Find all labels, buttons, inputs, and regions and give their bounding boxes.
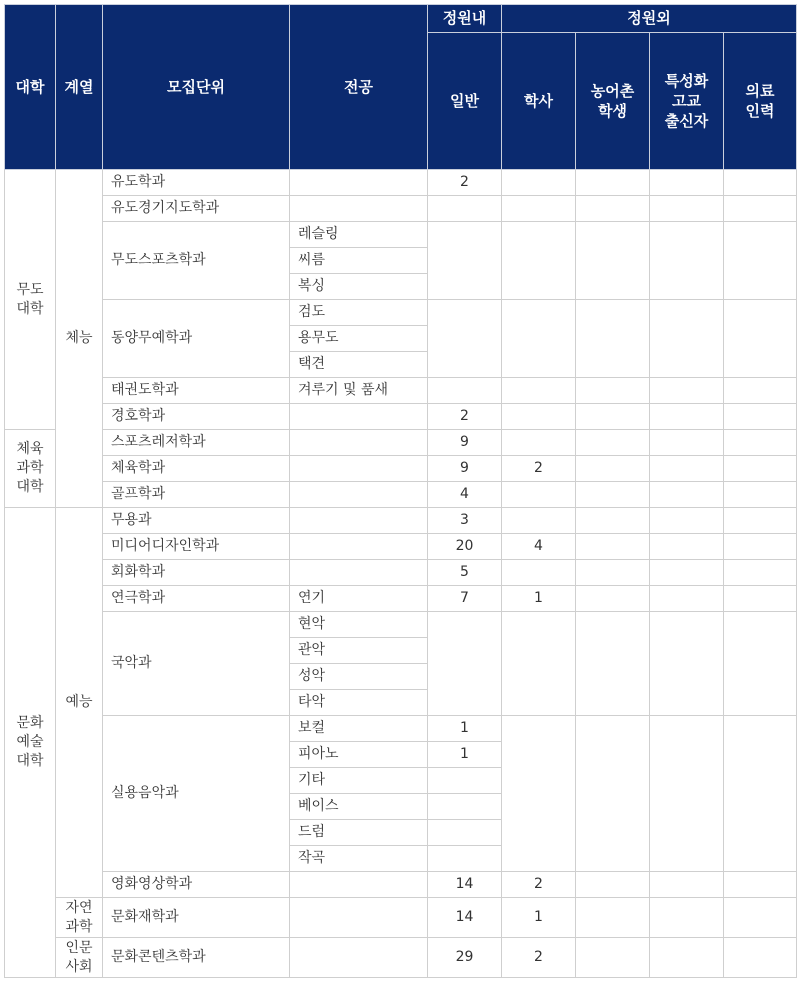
scholar-cell	[502, 560, 576, 586]
major-cell: 성악	[290, 664, 428, 690]
unit-cell: 연극학과	[103, 586, 290, 612]
medical-cell	[724, 456, 797, 482]
medical-cell	[724, 430, 797, 456]
major-cell: 씨름	[290, 248, 428, 274]
rural-cell	[576, 404, 650, 430]
major-cell: 연기	[290, 586, 428, 612]
special-cell	[650, 456, 724, 482]
medical-cell	[724, 300, 797, 378]
major-cell	[290, 872, 428, 898]
general-cell: 9	[428, 430, 502, 456]
medical-cell	[724, 938, 797, 978]
medical-cell	[724, 586, 797, 612]
general-cell: 29	[428, 938, 502, 978]
special-cell	[650, 612, 724, 716]
header-general: 일반	[428, 33, 502, 170]
unit-cell: 체육학과	[103, 456, 290, 482]
major-cell: 작곡	[290, 846, 428, 872]
header-within-quota: 정원내	[428, 5, 502, 33]
medical-cell	[724, 612, 797, 716]
special-cell	[650, 482, 724, 508]
rural-cell	[576, 938, 650, 978]
header-rural: 농어촌 학생	[576, 33, 650, 170]
general-cell	[428, 222, 502, 300]
general-cell: 2	[428, 170, 502, 196]
major-cell	[290, 898, 428, 938]
general-cell: 20	[428, 534, 502, 560]
series-cell: 인문 사회	[56, 938, 103, 978]
unit-cell: 미디어디자인학과	[103, 534, 290, 560]
major-cell	[290, 508, 428, 534]
special-cell	[650, 196, 724, 222]
series-cell: 예능	[56, 508, 103, 898]
unit-cell: 골프학과	[103, 482, 290, 508]
unit-cell: 경호학과	[103, 404, 290, 430]
rural-cell	[576, 898, 650, 938]
special-cell	[650, 534, 724, 560]
medical-cell	[724, 508, 797, 534]
scholar-cell	[502, 612, 576, 716]
major-cell: 검도	[290, 300, 428, 326]
general-cell	[428, 846, 502, 872]
medical-cell	[724, 404, 797, 430]
major-cell: 복싱	[290, 274, 428, 300]
header-series: 계열	[56, 5, 103, 170]
medical-cell	[724, 872, 797, 898]
series-cell: 체능	[56, 170, 103, 508]
unit-cell: 문화콘텐츠학과	[103, 938, 290, 978]
major-cell	[290, 560, 428, 586]
major-cell: 베이스	[290, 794, 428, 820]
scholar-cell: 2	[502, 456, 576, 482]
medical-cell	[724, 196, 797, 222]
university-cell: 무도 대학	[5, 170, 56, 430]
unit-cell: 회화학과	[103, 560, 290, 586]
major-cell: 관악	[290, 638, 428, 664]
medical-cell	[724, 898, 797, 938]
unit-cell: 영화영상학과	[103, 872, 290, 898]
scholar-cell: 2	[502, 938, 576, 978]
scholar-cell: 1	[502, 898, 576, 938]
unit-cell: 국악과	[103, 612, 290, 716]
major-cell: 기타	[290, 768, 428, 794]
rural-cell	[576, 534, 650, 560]
scholar-cell	[502, 378, 576, 404]
special-cell	[650, 872, 724, 898]
unit-cell: 스포츠레저학과	[103, 430, 290, 456]
header-major: 전공	[290, 5, 428, 170]
special-cell	[650, 586, 724, 612]
rural-cell	[576, 456, 650, 482]
rural-cell	[576, 430, 650, 456]
rural-cell	[576, 300, 650, 378]
general-cell: 9	[428, 456, 502, 482]
medical-cell	[724, 170, 797, 196]
scholar-cell	[502, 196, 576, 222]
rural-cell	[576, 716, 650, 872]
header-scholar: 학사	[502, 33, 576, 170]
general-cell: 4	[428, 482, 502, 508]
scholar-cell	[502, 222, 576, 300]
unit-cell: 유도학과	[103, 170, 290, 196]
special-cell	[650, 430, 724, 456]
general-cell	[428, 820, 502, 846]
rural-cell	[576, 222, 650, 300]
major-cell: 레슬링	[290, 222, 428, 248]
major-cell	[290, 534, 428, 560]
scholar-cell	[502, 508, 576, 534]
header-medical: 의료 인력	[724, 33, 797, 170]
university-cell: 문화 예술 대학	[5, 508, 56, 978]
general-cell	[428, 768, 502, 794]
major-cell: 피아노	[290, 742, 428, 768]
special-cell	[650, 508, 724, 534]
major-cell	[290, 196, 428, 222]
rural-cell	[576, 586, 650, 612]
general-cell: 14	[428, 872, 502, 898]
general-cell	[428, 794, 502, 820]
rural-cell	[576, 170, 650, 196]
major-cell: 택견	[290, 352, 428, 378]
unit-cell: 동양무예학과	[103, 300, 290, 378]
series-cell: 자연 과학	[56, 898, 103, 938]
special-cell	[650, 938, 724, 978]
header-university: 대학	[5, 5, 56, 170]
unit-cell: 문화재학과	[103, 898, 290, 938]
scholar-cell: 1	[502, 586, 576, 612]
general-cell: 2	[428, 404, 502, 430]
medical-cell	[724, 560, 797, 586]
rural-cell	[576, 196, 650, 222]
rural-cell	[576, 872, 650, 898]
scholar-cell	[502, 170, 576, 196]
scholar-cell	[502, 716, 576, 872]
rural-cell	[576, 560, 650, 586]
major-cell: 용무도	[290, 326, 428, 352]
unit-cell: 유도경기지도학과	[103, 196, 290, 222]
unit-cell: 실용음악과	[103, 716, 290, 872]
rural-cell	[576, 612, 650, 716]
special-cell	[650, 222, 724, 300]
general-cell: 5	[428, 560, 502, 586]
general-cell	[428, 612, 502, 716]
unit-cell: 무도스포츠학과	[103, 222, 290, 300]
unit-cell: 태권도학과	[103, 378, 290, 404]
general-cell	[428, 196, 502, 222]
rural-cell	[576, 378, 650, 404]
scholar-cell	[502, 404, 576, 430]
header-beyond-quota: 정원외	[502, 5, 797, 33]
scholar-cell: 4	[502, 534, 576, 560]
general-cell: 1	[428, 716, 502, 742]
special-cell	[650, 560, 724, 586]
special-cell	[650, 898, 724, 938]
general-cell: 7	[428, 586, 502, 612]
special-cell	[650, 378, 724, 404]
rural-cell	[576, 508, 650, 534]
general-cell	[428, 378, 502, 404]
scholar-cell: 2	[502, 872, 576, 898]
medical-cell	[724, 378, 797, 404]
general-cell: 14	[428, 898, 502, 938]
major-cell	[290, 170, 428, 196]
rural-cell	[576, 482, 650, 508]
major-cell: 타악	[290, 690, 428, 716]
major-cell	[290, 482, 428, 508]
medical-cell	[724, 482, 797, 508]
general-cell	[428, 300, 502, 378]
header-unit: 모집단위	[103, 5, 290, 170]
special-cell	[650, 170, 724, 196]
major-cell	[290, 456, 428, 482]
major-cell: 겨루기 및 품새	[290, 378, 428, 404]
scholar-cell	[502, 430, 576, 456]
major-cell	[290, 404, 428, 430]
unit-cell: 무용과	[103, 508, 290, 534]
major-cell	[290, 430, 428, 456]
scholar-cell	[502, 300, 576, 378]
university-cell: 체육 과학 대학	[5, 430, 56, 508]
general-cell: 3	[428, 508, 502, 534]
major-cell: 드럼	[290, 820, 428, 846]
general-cell: 1	[428, 742, 502, 768]
special-cell	[650, 716, 724, 872]
admission-quota-table	[4, 4, 797, 978]
scholar-cell	[502, 482, 576, 508]
major-cell	[290, 938, 428, 978]
medical-cell	[724, 534, 797, 560]
major-cell: 보컬	[290, 716, 428, 742]
major-cell: 현악	[290, 612, 428, 638]
special-cell	[650, 300, 724, 378]
medical-cell	[724, 716, 797, 872]
special-cell	[650, 404, 724, 430]
medical-cell	[724, 222, 797, 300]
header-special: 특성화 고교 출신자	[650, 33, 724, 170]
